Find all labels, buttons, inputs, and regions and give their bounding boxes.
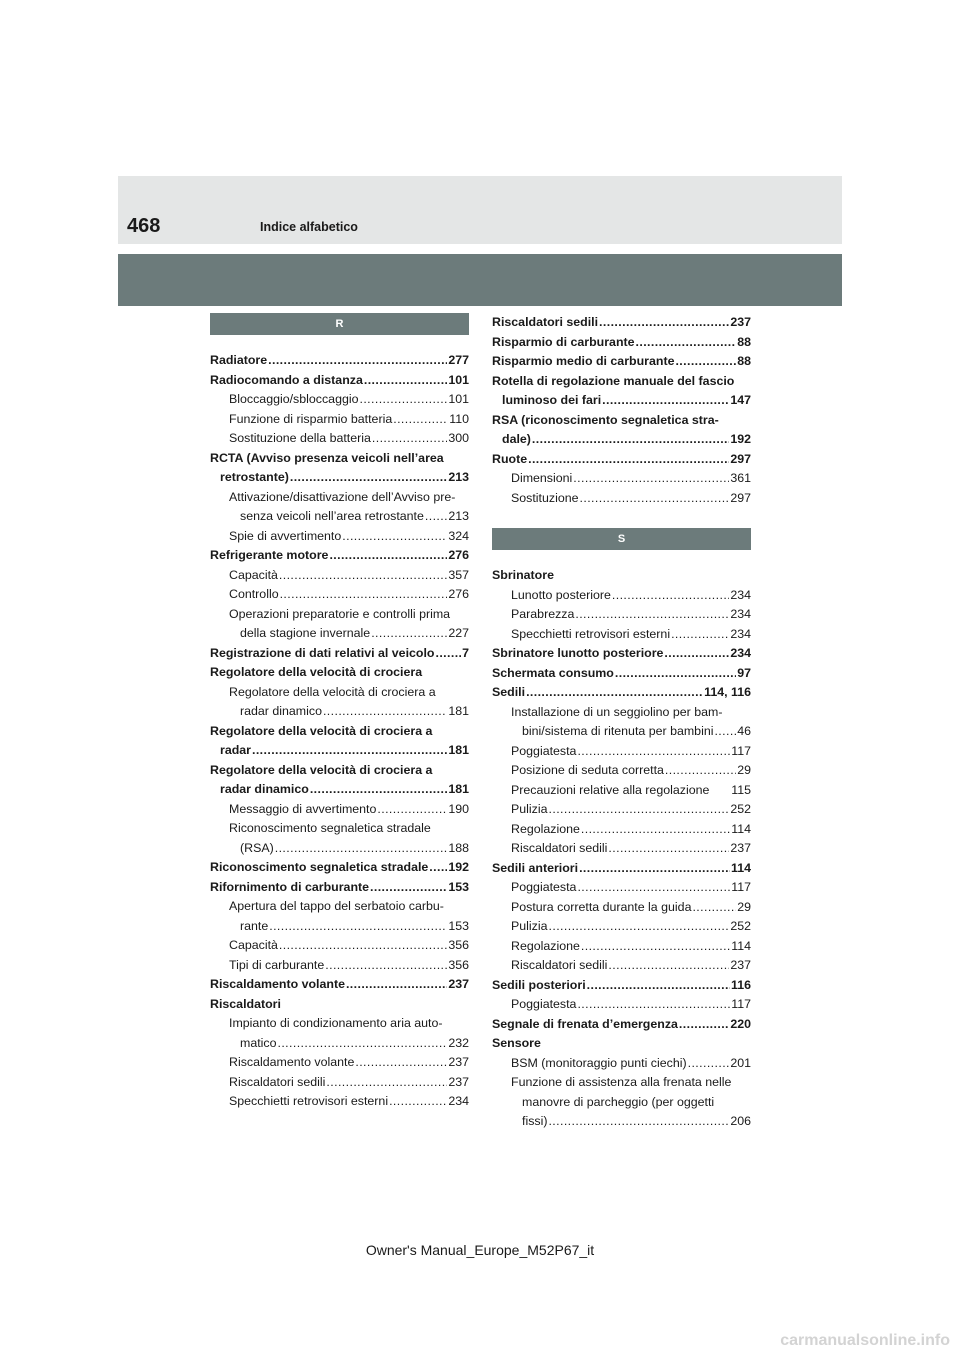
index-entry-page: 276	[448, 548, 469, 562]
index-entry-page: 297	[730, 490, 751, 505]
index-entry-text: BSM (monitoraggio punti ciechi)	[511, 1055, 687, 1070]
index-entry-text: Risparmio di carburante	[492, 334, 635, 349]
index-entry-page: 181	[448, 743, 469, 757]
index-entry	[492, 956, 751, 976]
index-entry	[492, 313, 751, 333]
index-entry-text: Operazioni preparatorie e controlli prima	[229, 606, 451, 621]
index-entry-page: 220	[730, 1016, 751, 1031]
index-entry-text: Funzione di risparmio batteria	[229, 411, 393, 426]
index-entry-text: Pulizia	[511, 802, 548, 816]
dot-leader	[577, 995, 730, 1015]
index-entry-text: Riconoscimento segnaletica stradale	[210, 860, 429, 874]
index-entry	[492, 1073, 751, 1093]
index-entry	[492, 333, 751, 353]
dot-leader	[279, 936, 447, 956]
index-entry-text: Regolazione	[511, 821, 580, 836]
index-entry-text: Specchietti retrovisori esterni	[229, 1094, 389, 1108]
dot-leader	[636, 333, 737, 353]
index-entry	[210, 507, 469, 527]
index-entry	[492, 1034, 751, 1054]
entry-list-right-bottom	[492, 566, 751, 1132]
index-entry-page: 153	[448, 918, 469, 933]
index-entry-text: matico	[240, 1035, 277, 1050]
dot-leader	[608, 839, 729, 859]
index-entry	[210, 624, 469, 644]
index-entry-page: 227	[448, 626, 469, 640]
index-entry	[492, 605, 751, 625]
index-entry-text: Precauzioni relative alla regolazione	[511, 782, 710, 797]
dot-leader	[573, 469, 729, 489]
index-entry-page: 234	[730, 626, 751, 641]
index-entry-page: 201	[730, 1055, 751, 1070]
index-entry	[210, 702, 469, 722]
index-entry	[210, 897, 469, 917]
index-entry	[492, 411, 751, 431]
index-entry-text: Messaggio di avvertimento	[229, 801, 377, 816]
index-entry-page: 297	[730, 451, 751, 466]
index-entry-text: Dimensioni	[511, 471, 573, 485]
index-entry	[492, 450, 751, 470]
index-entry	[492, 683, 751, 703]
index-entry-page: 88	[737, 334, 751, 349]
index-entry-text: (RSA)	[240, 840, 274, 855]
index-entry-text: Capacità	[229, 938, 278, 952]
header-band	[118, 176, 842, 244]
dot-leader	[435, 644, 461, 664]
index-entry	[492, 644, 751, 664]
index-entry-text: Apertura del tappo del serbatoio carbu-	[229, 899, 444, 913]
index-entry-text: Registrazione di dati relativi al veicolo	[210, 645, 435, 660]
index-entry-page: 252	[730, 919, 751, 933]
index-entry-page: 252	[730, 802, 751, 816]
dot-leader	[377, 800, 447, 820]
index-entry-text: Sbrinatore	[492, 568, 554, 582]
index-entry-text: Regolatore della velocità di crociera	[210, 665, 423, 679]
index-entry-page: 29	[737, 763, 751, 777]
index-entry-page: 237	[448, 1074, 469, 1089]
index-entry	[210, 741, 469, 761]
index-entry-text: Riscaldatori sedili	[511, 841, 608, 855]
index-entry	[492, 1054, 751, 1074]
index-entry-text: Postura corretta durante la guida	[511, 899, 692, 914]
index-entry-page: 114	[731, 860, 751, 875]
index-entry	[492, 878, 751, 898]
index-entry-page: 213	[448, 470, 469, 484]
index-entry-text: Regolatore della velocità di crociera a	[210, 762, 433, 777]
index-entry	[492, 1015, 751, 1035]
index-entry-page: 116	[731, 977, 751, 992]
index-entry-page: 361	[730, 471, 751, 485]
index-entry	[210, 605, 469, 625]
index-entry-text: Impianto di condizionamento aria auto-	[229, 1016, 443, 1030]
index-entry-text: Pulizia	[511, 919, 548, 933]
index-entry	[492, 976, 751, 996]
index-entry-text: Regolatore della velocità di crociera a	[210, 723, 433, 738]
index-entry	[210, 351, 469, 371]
dot-leader	[549, 917, 730, 937]
footer-doc-id: Owner's Manual_Europe_M52P67_it	[365, 1242, 595, 1258]
dot-leader	[310, 780, 447, 800]
dot-leader	[528, 450, 729, 470]
index-entry	[210, 780, 469, 800]
index-entry-text: Segnale di frenata d’emergenza	[492, 1016, 678, 1031]
index-entry-text: della stagione invernale	[240, 626, 371, 640]
index-entry	[210, 546, 469, 566]
index-entry	[492, 898, 751, 918]
dot-leader	[425, 507, 447, 527]
entry-list-right-top	[492, 313, 751, 508]
index-entry-page: 147	[730, 393, 751, 407]
dot-leader	[587, 976, 730, 996]
watermark: carmanualsonline.info	[780, 1332, 950, 1349]
index-entry	[210, 468, 469, 488]
dot-leader	[612, 586, 729, 606]
page-number: 468	[127, 215, 161, 237]
dot-leader	[679, 1015, 729, 1035]
index-entry	[492, 566, 751, 586]
index-entry-page: 300	[448, 431, 469, 445]
index-entry	[492, 781, 751, 801]
dot-leader	[548, 1112, 729, 1132]
index-entry-page: 237	[730, 841, 751, 855]
index-entry-page: 213	[448, 509, 469, 523]
index-entry-text: Regolatore della velocità di crociera a	[229, 684, 436, 699]
index-entry-text: retrostante)	[220, 470, 289, 484]
dot-leader	[580, 489, 730, 509]
index-entry	[210, 819, 469, 839]
index-entry-text: Sbrinatore lunotto posteriore	[492, 646, 664, 660]
index-entry	[492, 430, 751, 450]
dot-leader	[326, 1073, 447, 1093]
index-entry	[210, 410, 469, 430]
index-entry	[492, 937, 751, 957]
dot-leader	[364, 371, 447, 391]
index-entry	[210, 878, 469, 898]
index-entry	[210, 800, 469, 820]
index-entry	[492, 372, 751, 392]
dot-leader	[355, 1053, 447, 1073]
index-entry	[210, 995, 469, 1015]
index-entry	[492, 839, 751, 859]
index-entry	[492, 761, 751, 781]
index-entry-page: 7	[462, 645, 469, 660]
index-entry-text: Lunotto posteriore	[511, 587, 611, 602]
header-dark-band	[118, 254, 842, 306]
index-entry-page: 276	[448, 587, 469, 601]
dot-leader	[675, 352, 736, 372]
index-entry-text: Regolazione	[511, 938, 580, 953]
index-entry	[492, 995, 751, 1015]
dot-leader	[252, 741, 447, 761]
dot-leader	[346, 975, 447, 995]
index-entry	[492, 391, 751, 411]
index-entry-text: Radiocomando a distanza	[210, 372, 363, 387]
index-entry-text: Ruote	[492, 451, 528, 466]
index-column-left	[210, 313, 469, 1112]
index-entry-page: 88	[737, 354, 751, 368]
index-entry-page: 115	[731, 782, 751, 797]
index-entry	[210, 858, 469, 878]
index-entry	[492, 489, 751, 509]
index-entry	[210, 1092, 469, 1112]
index-entry-page: 190	[448, 801, 469, 816]
dot-leader	[280, 585, 448, 605]
index-entry	[210, 1053, 469, 1073]
dot-leader	[269, 917, 447, 937]
index-entry-text: Riscaldatori sedili	[229, 1074, 326, 1089]
dot-leader	[581, 937, 730, 957]
index-entry-text: Sedili	[492, 685, 526, 699]
dot-leader	[692, 898, 736, 918]
dot-leader	[342, 527, 447, 547]
index-entry-text: Risparmio medio di carburante	[492, 354, 675, 368]
index-entry	[492, 917, 751, 937]
index-entry-page: 357	[448, 567, 469, 582]
dot-leader	[360, 390, 448, 410]
dot-leader	[323, 702, 447, 722]
index-entry	[210, 488, 469, 508]
index-entry	[210, 371, 469, 391]
index-entry-text: Riscaldatori	[210, 996, 281, 1011]
index-entry-text: luminoso dei fari	[502, 393, 602, 407]
index-entry	[210, 683, 469, 703]
index-entry-page: 277	[448, 353, 469, 367]
dot-leader	[602, 391, 729, 411]
index-entry	[210, 1034, 469, 1054]
index-entry-text: Poggiatesta	[511, 880, 577, 894]
index-entry	[492, 800, 751, 820]
index-entry-page: 237	[448, 977, 469, 991]
dot-leader	[371, 624, 447, 644]
index-entry-page: 114	[731, 821, 751, 836]
index-entry	[210, 566, 469, 586]
dot-leader	[599, 313, 729, 333]
index-entry-page: 181	[448, 704, 469, 718]
index-entry-text: Riscaldatori sedili	[511, 958, 608, 972]
index-entry	[210, 527, 469, 547]
index-entry-page: 234	[730, 587, 751, 602]
index-entry-text: Riscaldamento volante	[210, 977, 345, 991]
index-entry	[210, 917, 469, 937]
index-entry	[210, 449, 469, 469]
index-entry-text: Bloccaggio/sbloccaggio	[229, 392, 359, 406]
index-entry-text: Sostituzione della batteria	[229, 431, 371, 445]
index-entry-text: radar	[220, 743, 251, 757]
index-entry-page: 324	[448, 528, 469, 543]
dot-leader	[577, 878, 730, 898]
index-entry-text: Radiatore	[210, 353, 268, 367]
dot-leader	[278, 1034, 448, 1054]
index-entry	[210, 429, 469, 449]
index-entry	[492, 859, 751, 879]
index-entry-text: Riscaldamento volante	[229, 1055, 355, 1069]
index-entry	[492, 469, 751, 489]
index-entry-text: Attivazione/disattivazione dell’Avviso pre-	[229, 489, 456, 504]
index-entry-text: Installazione di un seggiolino per bam-	[511, 704, 723, 719]
dot-leader	[688, 1054, 730, 1074]
dot-leader	[370, 878, 447, 898]
index-entry-text: Capacità	[229, 567, 278, 582]
index-entry	[492, 703, 751, 723]
index-entry-page: 237	[730, 315, 751, 329]
index-entry-page: 206	[730, 1114, 751, 1128]
index-entry-page: 181	[448, 782, 469, 796]
index-entry-text: radar dinamico	[240, 704, 322, 718]
index-entry	[492, 722, 751, 742]
dot-leader	[389, 1092, 447, 1112]
index-entry-page: 234	[730, 607, 751, 621]
index-entry-page: 192	[448, 860, 469, 874]
index-entry	[210, 975, 469, 995]
index-entry-text: Controllo	[229, 587, 279, 601]
index-entry-text: radar dinamico	[220, 782, 309, 796]
index-entry	[210, 839, 469, 859]
index-entry-text: Spie di avvertimento	[229, 528, 342, 543]
dot-leader	[579, 859, 730, 879]
dot-leader	[608, 956, 729, 976]
index-entry	[492, 625, 751, 645]
dot-leader	[549, 800, 730, 820]
dot-leader	[575, 605, 729, 625]
dot-leader	[372, 429, 447, 449]
index-entry	[492, 820, 751, 840]
index-entry-text: Posizione di seduta corretta	[511, 763, 664, 777]
index-entry-text: Refrigerante motore	[210, 548, 329, 562]
index-entry-text: Tipi di carburante	[229, 957, 325, 972]
letter-bar-r: R	[210, 313, 469, 335]
index-entry-text: RCTA (Avviso presenza veicoli nell’area	[210, 450, 444, 465]
index-entry	[210, 722, 469, 742]
index-entry-page: 356	[448, 957, 469, 972]
index-entry	[210, 956, 469, 976]
index-entry-page: 46	[737, 724, 751, 738]
index-entry	[210, 585, 469, 605]
dot-leader	[279, 566, 447, 586]
index-entry-text: manovre di parcheggio (per oggetti	[522, 1094, 715, 1109]
index-entry	[492, 1093, 751, 1113]
entry-list-left	[210, 351, 469, 1112]
index-entry-page: 117	[731, 743, 751, 758]
index-entry-page: 114	[731, 938, 751, 953]
dot-leader	[577, 742, 730, 762]
index-entry-page: 110	[449, 411, 469, 426]
section-title: Indice alfabetico	[260, 220, 358, 234]
index-entry-page: 234	[448, 1094, 469, 1108]
index-entry-text: RSA (riconoscimento segnaletica stra-	[492, 412, 719, 427]
index-entry	[210, 936, 469, 956]
index-entry	[210, 1073, 469, 1093]
dot-leader	[581, 820, 730, 840]
index-entry-text: rante	[240, 918, 269, 933]
index-entry-text: Riconoscimento segnaletica stradale	[229, 821, 431, 835]
index-entry-page: 237	[730, 958, 751, 972]
dot-leader	[275, 839, 448, 859]
dot-leader	[714, 722, 736, 742]
index-entry-text: Poggiatesta	[511, 997, 577, 1011]
index-entry-text: Sensore	[492, 1036, 541, 1050]
index-entry-page: 101	[448, 392, 469, 406]
index-entry-page: 153	[448, 879, 469, 894]
index-entry-page: 234	[730, 646, 751, 660]
index-entry	[492, 664, 751, 684]
index-entry	[492, 352, 751, 372]
index-entry-text: Sostituzione	[511, 490, 579, 505]
index-entry	[492, 742, 751, 762]
index-entry-text: Rotella di regolazione manuale del fascio	[492, 373, 735, 388]
index-entry	[210, 663, 469, 683]
index-entry	[210, 644, 469, 664]
index-entry-page: 192	[730, 432, 751, 446]
dot-leader	[532, 430, 729, 450]
dot-leader	[268, 351, 447, 371]
index-entry-page: 237	[448, 1055, 469, 1069]
index-entry-text: Riscaldatori sedili	[492, 315, 599, 329]
index-entry-page: 117	[731, 997, 751, 1011]
index-entry-page: 188	[448, 840, 469, 855]
index-entry-text: Specchietti retrovisori esterni	[511, 626, 671, 641]
index-entry-page: 232	[448, 1035, 469, 1050]
index-entry-page: 114, 116	[704, 685, 751, 699]
letter-bar-s: S	[492, 528, 751, 550]
index-entry-text: Poggiatesta	[511, 743, 577, 758]
index-entry-page: 29	[737, 899, 751, 914]
index-entry-page: 356	[448, 938, 469, 952]
index-entry-page: 97	[737, 665, 751, 680]
index-entry-text: Sedili posteriori	[492, 977, 586, 992]
dot-leader	[393, 410, 448, 430]
index-entry-text: Parabrezza	[511, 607, 575, 621]
dot-leader	[526, 683, 703, 703]
index-entry	[210, 390, 469, 410]
index-entry	[492, 1112, 751, 1132]
index-entry	[492, 586, 751, 606]
index-entry-text: Rifornimento di carburante	[210, 879, 370, 894]
index-entry	[210, 761, 469, 781]
index-entry	[210, 1014, 469, 1034]
index-entry-text: dale)	[502, 432, 531, 446]
index-entry-text: senza veicoli nell’area retrostante	[240, 509, 424, 523]
dot-leader	[671, 625, 729, 645]
index-entry-page: 101	[448, 372, 469, 387]
index-entry-text: Schermata consumo	[492, 665, 614, 680]
index-entry-text: fissi)	[522, 1114, 548, 1128]
dot-leader	[290, 468, 447, 488]
index-entry-text: bini/sistema di ritenuta per bambini	[522, 724, 714, 738]
dot-leader	[665, 761, 736, 781]
dot-leader	[664, 644, 729, 664]
dot-leader	[329, 546, 447, 566]
dot-leader	[325, 956, 447, 976]
index-entry-text: Funzione di assistenza alla frenata nelle	[511, 1075, 732, 1089]
dot-leader	[615, 664, 736, 684]
index-entry-page: 117	[731, 880, 751, 894]
index-column-right	[492, 313, 751, 1132]
index-entry-text: Sedili anteriori	[492, 860, 579, 875]
dot-leader	[429, 858, 447, 878]
